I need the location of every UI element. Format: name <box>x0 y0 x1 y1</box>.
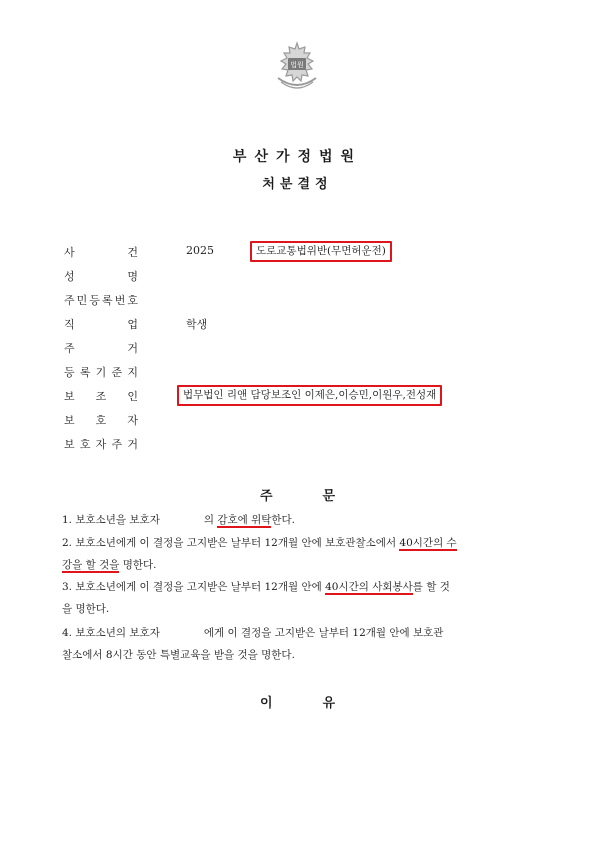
field-label: 성 명 <box>64 270 138 283</box>
field-label: 사 건 <box>64 246 138 259</box>
field-label: 보 호 자 주 거 <box>64 438 138 451</box>
case-number-prefix: 2025 <box>186 244 214 257</box>
emblem-label: 법원 <box>290 61 304 69</box>
order-heading: 주문 <box>259 489 386 504</box>
highlight-underline: 감호에 위탁 <box>217 514 272 526</box>
field-label: 보 호 자 <box>64 414 138 427</box>
field-label: 등 록 기 준 지 <box>64 366 138 379</box>
order-item-2: 2. 보호소년에게 이 결정을 고지받은 날부터 12개월 안에 보호관찰소에서 40시간의 수 강을 할 것을 명한다. <box>62 537 457 571</box>
order-item-4: 4. 보호소년의 보호자 에게 이 결정을 고지받은 날부터 12개월 안에 보호관 찰소에서 8시간 동안 특별교육을 받을 것을 명한다. <box>62 627 444 661</box>
court-emblem-icon <box>268 40 326 94</box>
field-label: 보 조 인 <box>64 390 138 403</box>
highlight-underline: 40시간의 사회봉사 <box>325 581 413 593</box>
reason-heading: 이유 <box>259 696 386 711</box>
field-label: 직 업 <box>64 318 138 331</box>
highlight-underline: 40시간의 수 <box>399 537 457 549</box>
field-value: 학생 <box>186 318 208 331</box>
assistant-highlight: 법무법인 리앤 담당보조인 이제은,이승민,이원우,전성재 <box>177 385 442 406</box>
field-label: 주 거 <box>64 342 138 355</box>
field-label: 주 민 등 록 번 호 <box>64 294 138 307</box>
highlight-underline: 강을 할 것을 <box>62 559 120 571</box>
case-name-highlight: 도로교통법위반(무면허운전) <box>250 241 392 262</box>
court-name: 부산가정법원 <box>232 149 363 165</box>
order-item-3: 3. 보호소년에게 이 결정을 고지받은 날부터 12개월 안에 40시간의 사회봉사를 할 것 을 명한다. <box>62 581 450 615</box>
order-item-1: 1. 보호소년을 보호자 의 감호에 위탁한다. <box>62 514 296 526</box>
document-title: 처분결정 <box>262 177 333 192</box>
